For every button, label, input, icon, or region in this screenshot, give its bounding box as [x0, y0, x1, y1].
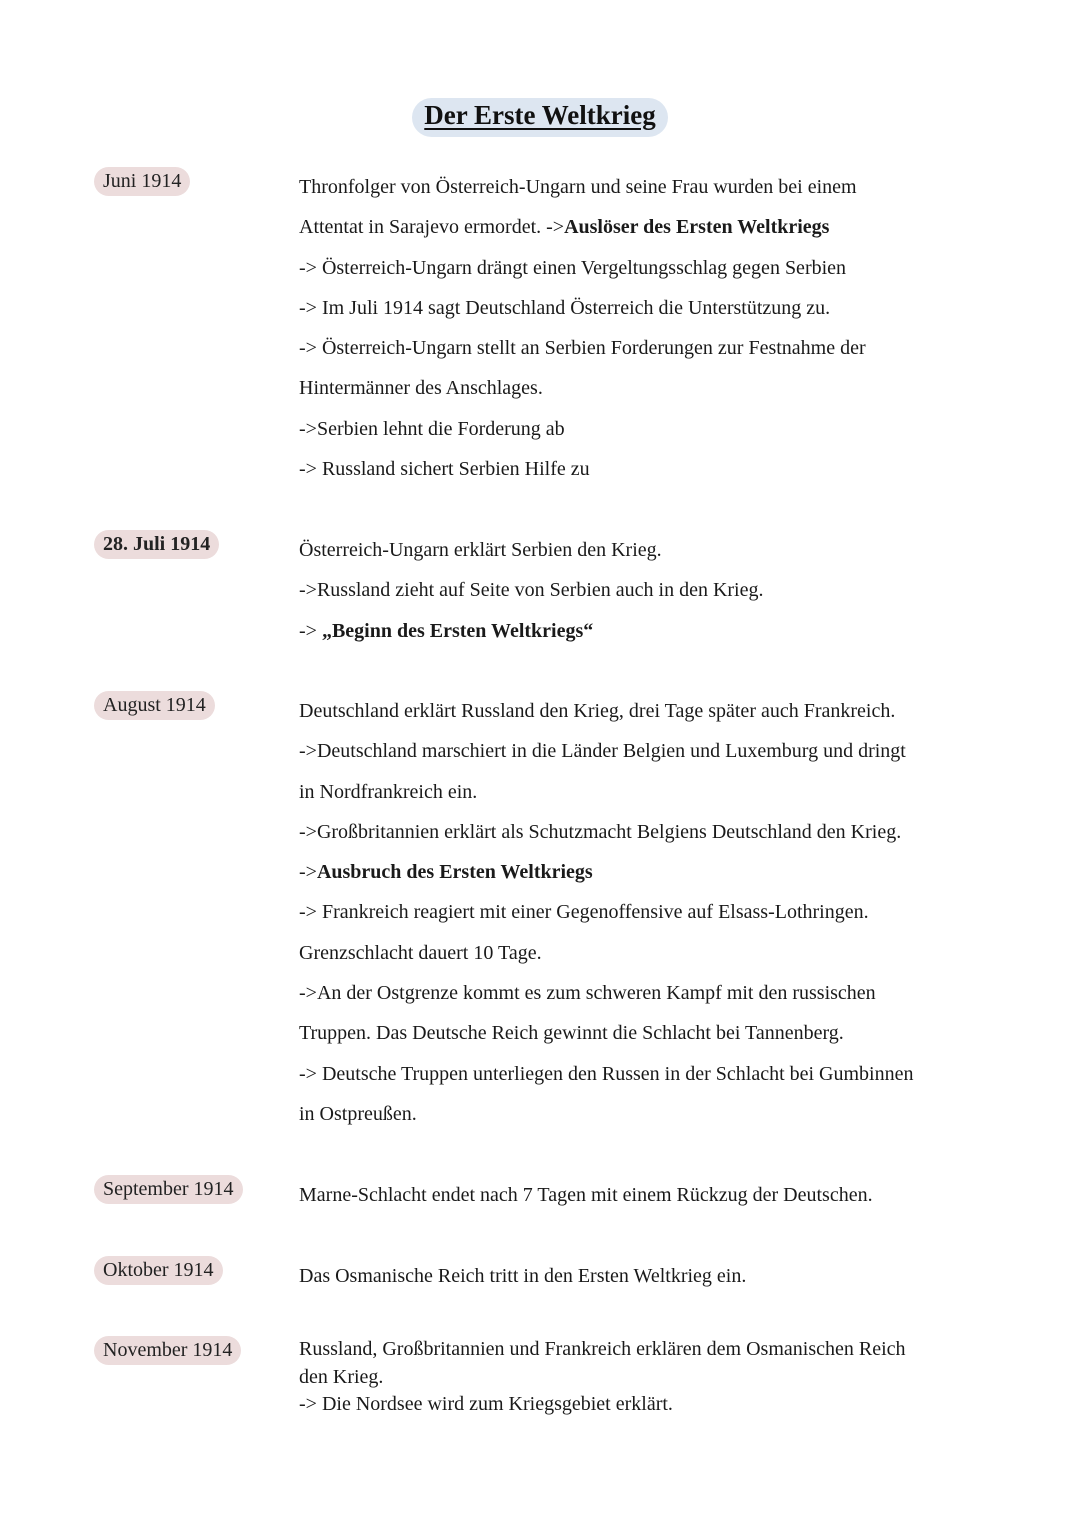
entry-line: ->Ausbruch des Ersten Weltkriegs [299, 861, 593, 884]
entry-line: -> Österreich-Ungarn drängt einen Vergeltungsschlag gegen Serbien [299, 256, 847, 279]
entry-line: ->Großbritannien erklärt als Schutzmacht Belgiens Deutschland den Krieg. [299, 820, 902, 843]
entry-line: Hintermänner des Anschlages. [299, 377, 543, 400]
entry-line: -> „Beginn des Ersten Weltkriegs“ [299, 619, 594, 642]
entry-line: -> Russland sichert Serbien Hilfe zu [299, 458, 590, 481]
date-badge: September 1914 [94, 1175, 243, 1204]
entry-text [299, 1336, 989, 1419]
entry-line: Marne-Schlacht endet nach 7 Tagen mit einem Rückzug der Deutschen. [299, 1184, 873, 1206]
entry-line: -> Frankreich reagiert mit einer Gegenoffensive auf Elsass-Lothringen. [299, 901, 869, 924]
entry-line: ->Russland zieht auf Seite von Serbien auch in den Krieg. [299, 579, 764, 602]
entry-line: -> Die Nordsee wird zum Kriegsgebiet erklärt. [299, 1393, 673, 1415]
entry-line: Attentat in Sarajevo ermordet. ->Auslöser des Ersten Weltkriegs [299, 216, 830, 239]
entry-line: in Ostpreußen. [299, 1102, 417, 1125]
date-badge: November 1914 [94, 1336, 241, 1365]
entry-line: in Nordfrankreich ein. [299, 780, 478, 803]
entry-line: Russland, Großbritannien und Frankreich erklären dem Osmanischen Reich [299, 1338, 906, 1360]
date-badge: 28. Juli 1914 [94, 530, 219, 559]
entry-text [299, 1256, 989, 1296]
title-container [0, 98, 1080, 137]
bold-highlight: Auslöser des Ersten Weltkriegs [564, 216, 830, 239]
bold-highlight: „Beginn des Ersten Weltkriegs“ [321, 619, 594, 642]
entry-line: ->Serbien lehnt die Forderung ab [299, 417, 565, 440]
entry-line: ->Deutschland marschiert in die Länder Belgien und Luxemburg und dringt [299, 740, 906, 763]
entry-text [299, 691, 989, 1134]
entry-line: Österreich-Ungarn erklärt Serbien den Krieg. [299, 539, 662, 561]
entry-line: -> Deutsche Truppen unterliegen den Russen in der Schlacht bei Gumbinnen [299, 1062, 914, 1085]
page-title: Der Erste Weltkrieg [412, 98, 667, 137]
entry-line: Deutschland erklärt Russland den Krieg, drei Tage später auch Frankreich. [299, 700, 896, 722]
entry-text [299, 1175, 989, 1215]
entry-line: ->An der Ostgrenze kommt es zum schweren Kampf mit den russischen [299, 982, 876, 1005]
entry-line: den Krieg. [299, 1365, 384, 1388]
bold-highlight: Ausbruch des Ersten Weltkriegs [316, 861, 593, 884]
entry-line: Truppen. Das Deutsche Reich gewinnt die Schlacht bei Tannenberg. [299, 1022, 844, 1045]
entry-text [299, 167, 989, 489]
date-badge: August 1914 [94, 691, 215, 720]
entry-line: Grenzschlacht dauert 10 Tage. [299, 941, 542, 964]
entry-line: Thronfolger von Österreich-Ungarn und seine Frau wurden bei einem [299, 176, 857, 198]
entry-line: -> Österreich-Ungarn stellt an Serbien Forderungen zur Festnahme der [299, 337, 866, 360]
entry-line: Das Osmanische Reich tritt in den Ersten Weltkrieg ein. [299, 1265, 747, 1287]
entry-text [299, 530, 989, 651]
entry-line: -> Im Juli 1914 sagt Deutschland Österreich die Unterstützung zu. [299, 296, 831, 319]
date-badge: Oktober 1914 [94, 1256, 223, 1285]
date-badge: Juni 1914 [94, 167, 190, 196]
